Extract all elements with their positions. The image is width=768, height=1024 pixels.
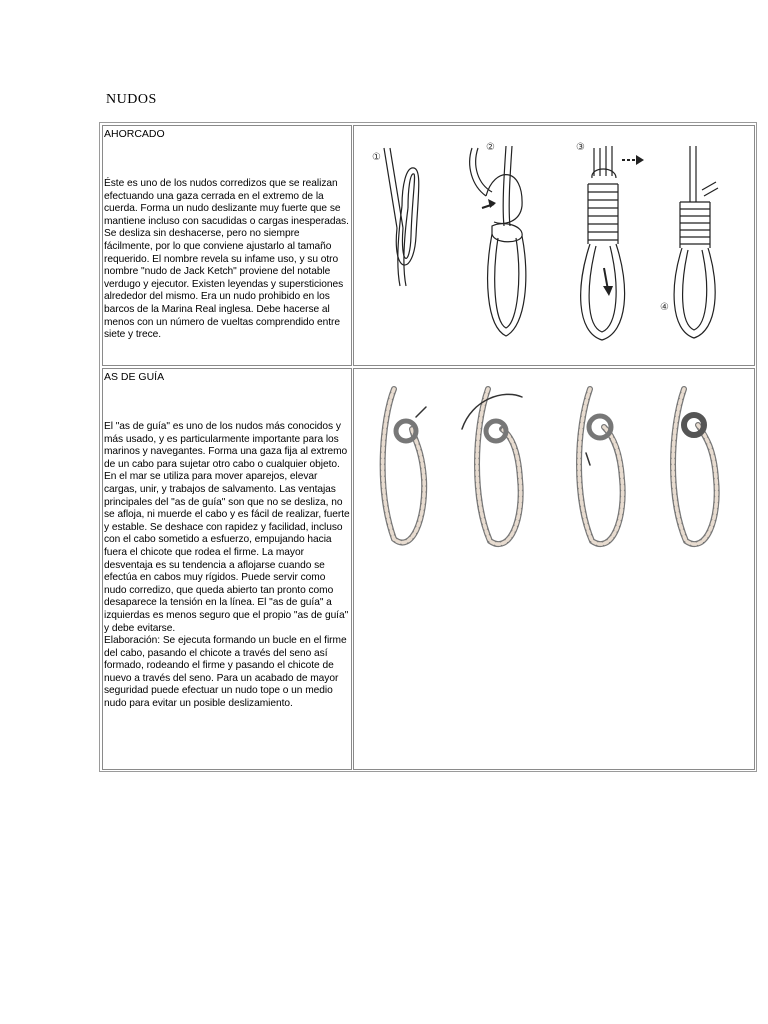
direction-arrows (482, 155, 644, 296)
knot-description-cell (102, 125, 352, 366)
hangman-steps-drawing (354, 126, 754, 365)
bowline-step-4 (673, 389, 717, 544)
knot-paragraph: Éste es uno de los nudos corredizos que se realizan efectuando una gaza cerrada en el extremo de la cuerda. Forma un nudo deslizante muy fuerte que se mantiene incluso con sacudidas o cargas inesperadas. Se desliza sin deshacerse, pero no siempre fácilmente, por lo que conviene ajustarlo al tamaño requerido. El nombre revela su infame uso, y su otro nombre "nudo de Jack Ketch" proviene del notable verdugo y ejecutor. Existen leyendas y supersticiones alrededor del mismo. Era un nudo prohibido en los barcos de la Marina Real inglesa. Debe hacerse al menos con un número de vueltas comprendido entre siete y trece. (104, 178, 349, 341)
bowline-steps-drawing (354, 369, 754, 569)
knot-heading: AS DE GUÍA (104, 371, 165, 383)
knot-paragraph: El "as de guía" es uno de los nudos más conocidos y más usado, y es particularmente importante para los marinos y navegantes. Forma una gaza fija al extremo de un cabo para sujetar otro cabo o cualquier objeto. En el mar se utiliza para mover aparejos, elevar cargas, unir, y trabajos de salvamento. Las ventajas principales del "as de guía" son que no se desliza, no se afloja, ni muerde el cabo y es fácil de realizar, fuerte y estable. Se deshace con rapidez y facilidad, incluso con el cabo sometido a esfuerzo, empujando hacia fuera el chicote que rodea el firme. La mayor desventaja es su tendencia a aflojarse cuando se efectúa en cabos muy rígidos. Puede servir como nudo corredizo, que queda abierto tan pronto como desaparece la tensión en la línea. El "as de guía" a izquierdas es menos seguro que el propio "as de guía" y debe evitarse. (104, 421, 350, 634)
hangman-knot-illustration (353, 125, 755, 366)
knot-description (103, 421, 351, 711)
hangman-step-1 (384, 148, 419, 286)
bowline-step-1 (383, 389, 426, 543)
knot-paragraph: Elaboración: Se ejecuta formando un bucle en el firme del cabo, pasando el chicote a través del seno así formado, rodeando el firme y pasando el chicote de nuevo a través del seno. Para un acabado de mayor seguridad puede efectuar un nudo tope o un medio nudo para evitar un posible deslizamiento. (104, 635, 347, 710)
bowline-knot-illustration (353, 368, 755, 770)
step-label: ④ (660, 302, 669, 313)
knots-table (99, 122, 757, 772)
step-label: ③ (576, 142, 585, 153)
page-title: NUDOS (106, 92, 157, 107)
knot-heading: AHORCADO (104, 128, 165, 140)
hangman-step-2 (470, 146, 526, 336)
bowline-step-2 (462, 389, 522, 544)
bowline-step-3 (579, 389, 623, 544)
knot-description (103, 178, 351, 342)
hangman-step-3 (581, 146, 625, 340)
step-label: ② (486, 142, 495, 153)
hangman-step-4 (674, 146, 718, 338)
knot-description-cell (102, 368, 352, 770)
step-label: ① (372, 152, 381, 163)
